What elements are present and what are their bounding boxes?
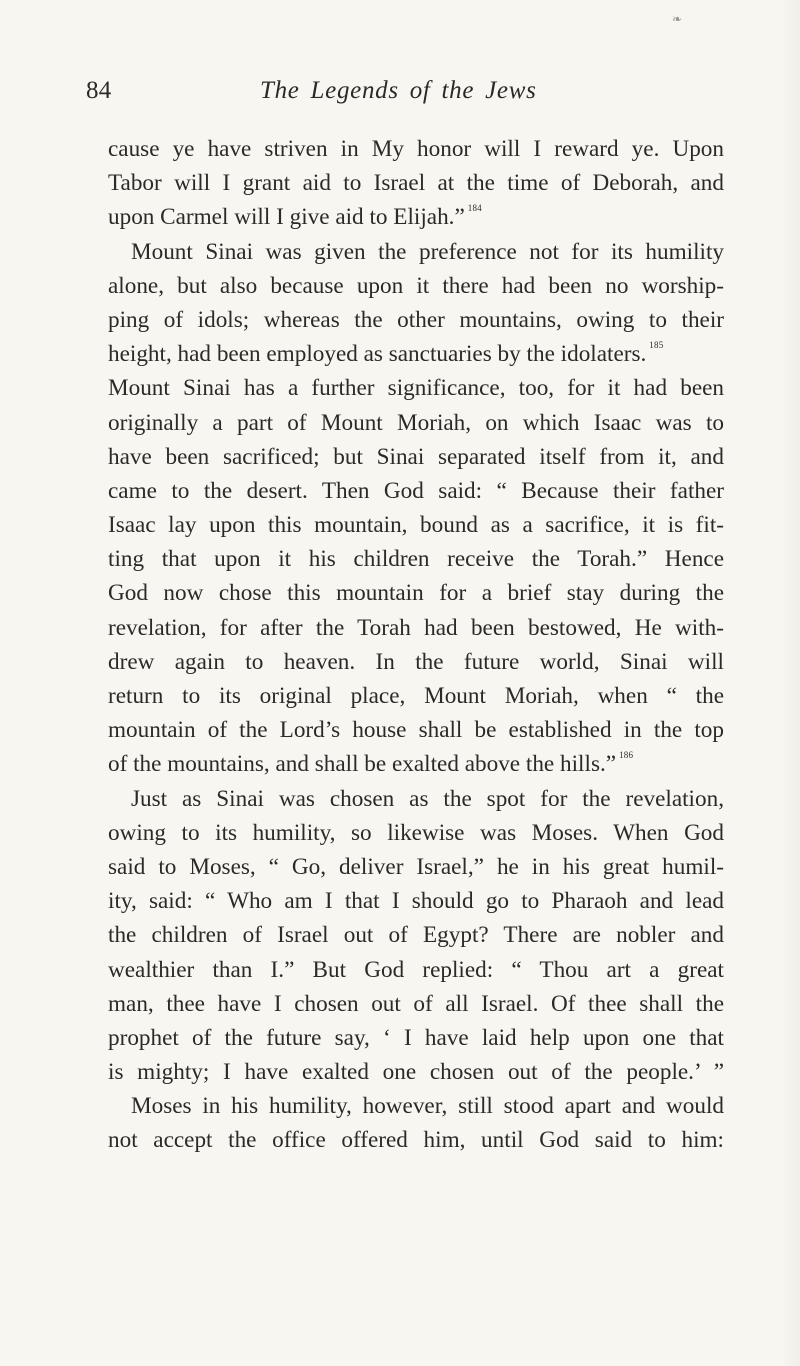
text-line-content: cause ye have striven in My honor will I reward ye. Upon	[108, 136, 724, 162]
text-line	[108, 1089, 724, 1123]
text-line	[108, 645, 724, 679]
text-line-content: is mighty; I have exalted one chosen out of the people.’ ”	[108, 1059, 724, 1086]
text-line-content: Mount Sinai has a further significance, too, for it had been	[108, 375, 724, 402]
footnote-reference: 184	[467, 203, 482, 214]
text-line	[108, 1021, 724, 1055]
text-line	[108, 1055, 724, 1089]
text-line	[108, 747, 724, 781]
text-line-content: Just as Sinai was chosen as the spot for the revelation,	[131, 785, 724, 812]
text-line-content: ting that upon it his children receive the Torah.” Hence	[108, 546, 724, 573]
text-line	[108, 440, 724, 474]
page-edge-shadow	[782, 0, 800, 1366]
text-line	[108, 371, 724, 405]
page-number: 84	[86, 77, 112, 104]
text-line	[108, 987, 724, 1021]
text-line	[108, 1123, 724, 1157]
text-line-content: Mount Sinai was given the preference not for its humility	[131, 238, 724, 265]
margin-mark: ❧	[672, 12, 683, 26]
text-line	[108, 679, 724, 713]
text-line	[108, 576, 724, 610]
text-line	[108, 166, 724, 200]
text-line	[108, 884, 724, 918]
text-line-content: drew again to heaven. In the future world, Sinai will	[108, 648, 724, 675]
text-line-content: said to Moses, “ Go, deliver Israel,” he in his great humil-	[108, 853, 724, 880]
text-line-content: Isaac lay upon this mountain, bound as a sacrifice, it is fit-	[108, 512, 724, 539]
text-line	[108, 918, 724, 952]
text-line-content: not accept the office offered him, until God said to him:	[108, 1127, 724, 1154]
text-line	[108, 611, 724, 645]
text-line-content: of the mountains, and shall be exalted above the hills.”	[108, 751, 617, 778]
text-line	[108, 303, 724, 337]
text-line	[108, 782, 724, 816]
footnote-reference: 185	[649, 340, 664, 351]
text-line	[108, 850, 724, 884]
text-line-content: revelation, for after the Torah had been bestowed, He with-	[108, 614, 724, 641]
text-line	[108, 235, 724, 269]
text-line	[108, 542, 724, 576]
text-line-content: God now chose this mountain for a brief stay during the	[108, 580, 724, 607]
text-line	[108, 200, 724, 234]
text-line	[108, 508, 724, 542]
text-line-content: mountain of the Lord’s house shall be established in the top	[108, 717, 724, 744]
text-line-content: ity, said: “ Who am I that I should go to Pharaoh and lead	[108, 888, 724, 915]
text-line-content: Moses in his humility, however, still stood apart and would	[131, 1093, 724, 1120]
text-line	[108, 132, 724, 166]
text-line	[108, 337, 724, 371]
text-line	[108, 713, 724, 747]
footnote-reference: 186	[619, 750, 634, 761]
text-line-content: originally a part of Mount Moriah, on which Isaac was to	[108, 409, 724, 436]
text-line-content: return to its original place, Mount Moriah, when “ the	[108, 683, 724, 709]
text-line-content: the children of Israel out of Egypt? There are nobler and	[108, 922, 724, 949]
text-line-content: have been sacrificed; but Sinai separated itself from it, and	[108, 443, 724, 470]
text-line-content: alone, but also because upon it there had been no worship-	[108, 272, 724, 299]
text-line-content: owing to its humility, so likewise was Moses. When God	[108, 819, 724, 846]
text-line-content: upon Carmel will I give aid to Elijah.”	[108, 204, 465, 231]
text-line-content: wealthier than I.” But God replied: “ Thou art a great	[108, 956, 724, 983]
text-line	[108, 953, 724, 987]
text-line	[108, 406, 724, 440]
text-line-content: height, had been employed as sanctuaries by the idolaters.	[108, 341, 647, 368]
text-line-content: came to the desert. Then God said: “ Because their father	[108, 477, 724, 504]
text-line-content: Tabor will I grant aid to Israel at the time of Deborah, and	[108, 170, 724, 197]
text-line-content: prophet of the future say, ‘ I have laid help upon one that	[108, 1024, 724, 1051]
text-line-content: man, thee have I chosen out of all Israel. Of thee shall the	[108, 990, 724, 1017]
body-text	[108, 132, 724, 1158]
text-line-content: ping of idols; whereas the other mountains, owing to their	[108, 306, 724, 333]
text-line	[108, 474, 724, 508]
text-line	[108, 816, 724, 850]
running-title: The Legends of the Jews	[260, 77, 537, 104]
text-line	[108, 269, 724, 303]
